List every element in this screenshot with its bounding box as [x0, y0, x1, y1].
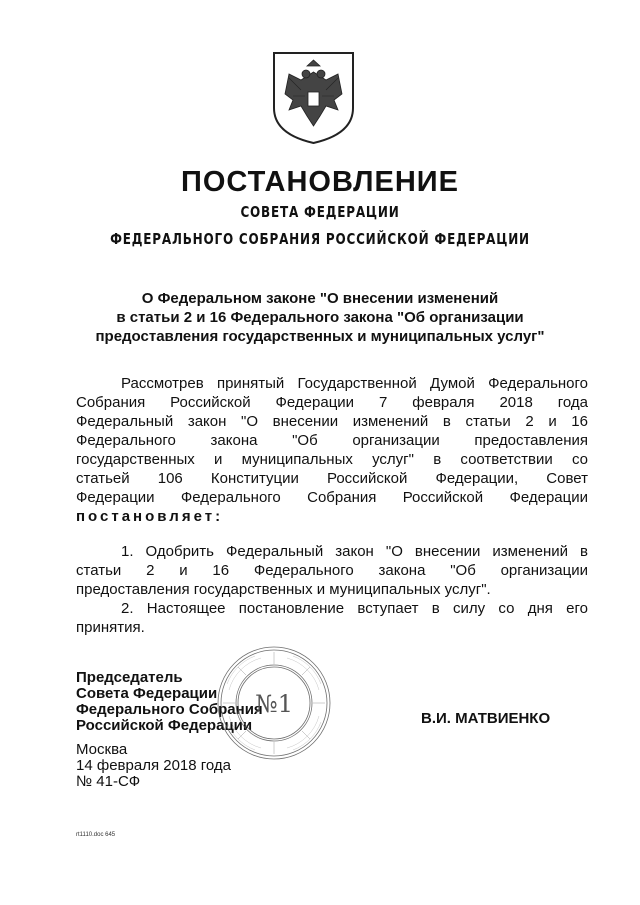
position-line: Российской Федерации [76, 717, 253, 734]
item-2-line: 2. Настоящее постановление вступает в силу со дня его [121, 600, 588, 617]
coat-of-arms-icon [271, 50, 356, 146]
text-line: Федерального закона "Об организации предоставления [76, 432, 588, 449]
place-and-date [76, 742, 231, 790]
seal-number: №1 [255, 690, 293, 718]
position-line: Совета Федерации [76, 685, 218, 702]
text-line: государственных и муниципальных услуг" в соответствии со [76, 451, 588, 468]
issuer-line-2: ФЕДЕРАЛЬНОГО СОБРАНИЯ РОССИЙСКОЙ ФЕДЕРАЦИИ [110, 230, 530, 248]
item-2-line: принятия. [76, 619, 145, 636]
document-subject [0, 289, 640, 346]
text-line: Федеральный закон "О внесении изменений в статьи 2 и 16 [76, 413, 588, 430]
subject-line: в статьи 2 и 16 Федерального закона "Об организации [116, 309, 524, 326]
official-seal [215, 644, 333, 762]
file-code: rt1110.doc 645 [76, 832, 116, 838]
signatory-name: В.И. МАТВИЕНКО [421, 710, 551, 727]
text-line: Собрания Российской Федерации 7 февраля 2018 года [76, 394, 588, 411]
text-line: статьей 106 Конституции Российской Федерации, Совет [76, 470, 588, 487]
subject-line: О Федеральном законе "О внесении изменений [141, 290, 499, 307]
document-title: ПОСТАНОВЛЕНИЕ [181, 166, 459, 198]
item-1-line: статьи 2 и 16 Федерального закона "Об организации [76, 562, 588, 579]
preamble-paragraph [76, 374, 588, 526]
issuer-line-1: СОВЕТА ФЕДЕРАЦИИ [240, 203, 400, 221]
item-1-line: предоставления государственных и муниципальных услуг". [76, 581, 491, 598]
resolution-items [76, 542, 588, 637]
position-line: Председатель [76, 669, 183, 686]
date: 14 февраля 2018 года [76, 757, 232, 774]
text-line: Федерации Федерального Собрания Российской Федерации [76, 489, 588, 506]
document-number: № 41-СФ [76, 773, 141, 790]
subject-line: предоставления государственных и муниципальных услуг" [95, 328, 545, 345]
item-1-line: 1. Одобрить Федеральный закон "О внесении изменений в [121, 543, 588, 560]
resolves-word: постановляет: [76, 508, 224, 525]
text-line: Рассмотрев принятый Государственной Думой Федерального [121, 375, 588, 392]
city: Москва [76, 741, 128, 758]
position-line: Федерального Собрания [76, 701, 263, 718]
